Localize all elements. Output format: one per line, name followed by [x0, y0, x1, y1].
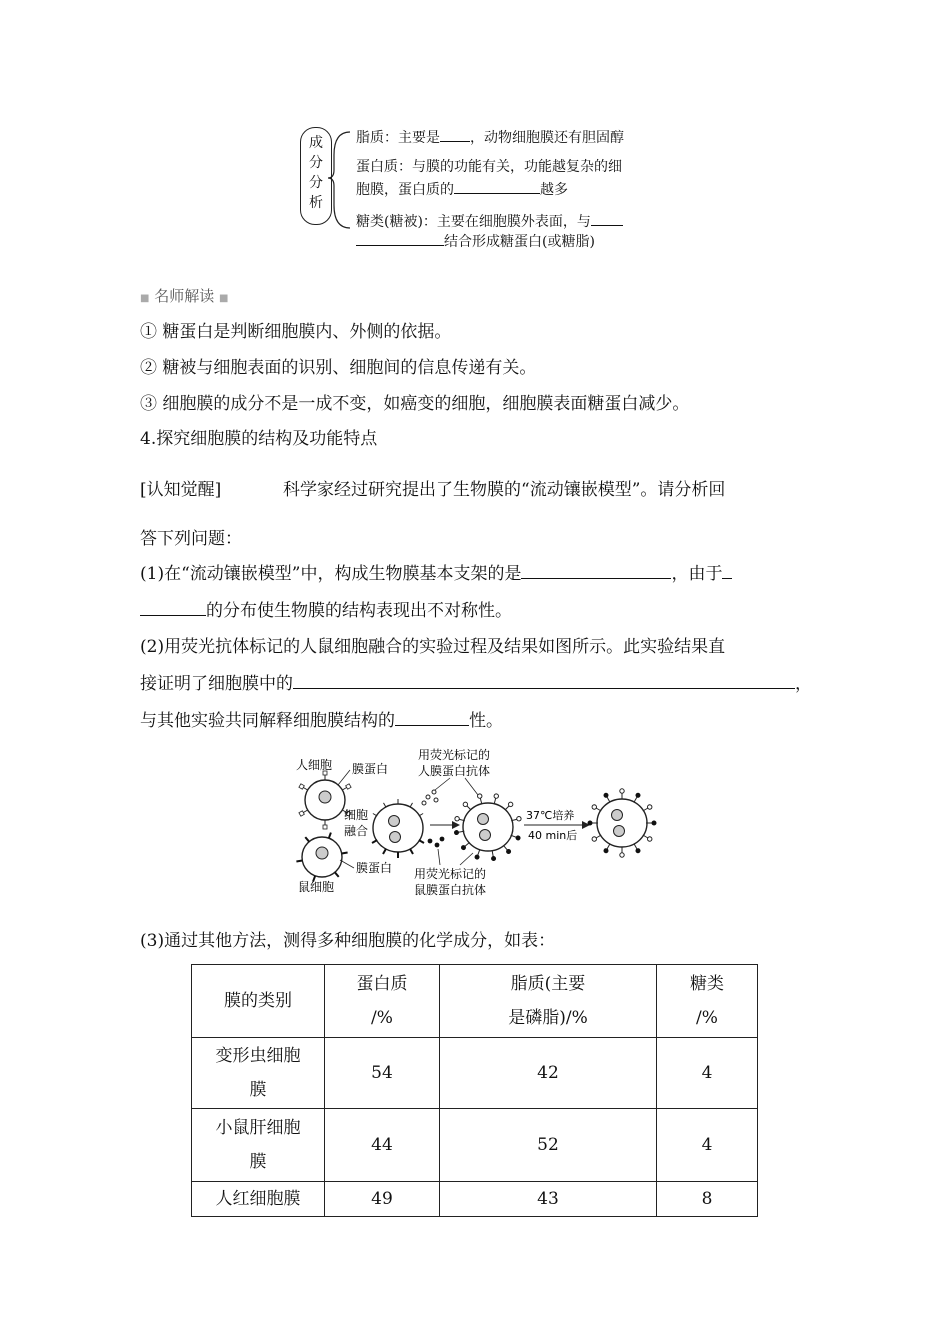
question-2-line-3: 与其他实验共同解释细胞膜结构的 性。 — [140, 711, 503, 731]
row-name: 变形虫细胞 膜 — [192, 1038, 325, 1109]
header-cell: 糖类 /% — [657, 965, 758, 1038]
cell-protein: 44 — [325, 1109, 440, 1182]
cell-protein: 54 — [325, 1038, 440, 1109]
header-cell: 膜的类别 — [192, 965, 325, 1038]
membrane-composition-table — [191, 964, 758, 1217]
answer-blank[interactable] — [395, 710, 469, 726]
cell-lipid: 42 — [440, 1038, 657, 1109]
mouse-antibodies — [428, 837, 445, 848]
note-item-3: ③ 细胞膜的成分不是一成不变，如癌变的细胞，细胞膜表面糖蛋白减少。 — [140, 394, 690, 414]
cell-sugar: 4 — [657, 1038, 758, 1109]
cell-sugar: 8 — [657, 1182, 758, 1217]
section-tag: [认知觉醒] — [140, 480, 222, 500]
question-1-line-2: 的分布使生物膜的结构表现出不对称性。 — [140, 600, 512, 622]
answer-blank[interactable] — [722, 563, 732, 579]
table-header-row — [192, 965, 758, 1038]
label-fusion-2: 融合 — [344, 824, 369, 838]
summary-protein-1: 蛋白质：与膜的功能有关，功能越复杂的细 — [356, 159, 622, 175]
label-mouse-antibody-2: 鼠膜蛋白抗体 — [414, 883, 487, 897]
cell-protein: 49 — [325, 1182, 440, 1217]
intro-line-2: 答下列问题： — [140, 529, 242, 549]
label-membrane-protein-top: 膜蛋白 — [352, 762, 389, 776]
summary-sugar-1: 糖类(糖被)：主要在细胞膜外表面，与 — [356, 210, 623, 231]
label-culture-temp: 37℃培养 — [526, 809, 575, 822]
summary-protein-2: 胞膜，蛋白质的 越多 — [356, 178, 568, 199]
header-cell: 脂质(主要 是磷脂)/% — [440, 965, 657, 1038]
blank[interactable] — [454, 178, 540, 194]
answer-blank[interactable] — [293, 673, 795, 689]
blank[interactable] — [440, 126, 470, 142]
section-title: 4.探究细胞膜的结构及功能特点 — [140, 429, 378, 449]
question-3: (3)通过其他方法，测得多种细胞膜的化学成分，如表： — [140, 931, 556, 951]
blank[interactable] — [591, 210, 623, 226]
question-1-line-1: (1)在“流动镶嵌模型”中，构成生物膜基本支架的是 ，由于 — [140, 563, 732, 585]
question-2-line-2: 接证明了细胞膜中的 ， — [140, 674, 812, 694]
cell-lipid: 43 — [440, 1182, 657, 1217]
answer-blank[interactable] — [521, 563, 671, 579]
table-row — [192, 1038, 758, 1109]
label-membrane-protein-bottom: 膜蛋白 — [356, 861, 393, 875]
label-human-cell: 人细胞 — [296, 758, 333, 772]
notes-heading: ■ 名师解读 ■ — [140, 287, 229, 305]
blank[interactable] — [356, 230, 444, 246]
note-item-2: ② 糖被与细胞表面的识别、细胞间的信息传递有关。 — [140, 358, 537, 378]
label-fusion-1: 细胞 — [344, 808, 369, 822]
cell-sugar: 4 — [657, 1109, 758, 1182]
summary-sugar-2: 结合形成糖蛋白(或糖脂) — [356, 230, 595, 251]
question-2-line-1: (2)用荧光抗体标记的人鼠细胞融合的实验过程及结果如图所示。此实验结果直 — [140, 637, 726, 657]
cell-fusion-figure — [290, 745, 670, 905]
mixed-cell — [588, 789, 657, 857]
summary-label: 成 分 分 析 — [309, 135, 323, 211]
answer-blank[interactable] — [140, 600, 206, 616]
label-human-antibody-1: 用荧光标记的 — [418, 748, 491, 762]
mouse-cell — [296, 833, 347, 882]
note-item-1: ① 糖蛋白是判断细胞膜内、外侧的依据。 — [140, 322, 452, 342]
table-row — [192, 1182, 758, 1217]
human-antibodies — [422, 790, 438, 805]
labelled-fused-cell — [454, 793, 522, 861]
label-culture-time: 40 min后 — [528, 829, 578, 842]
table-row — [192, 1109, 758, 1182]
summary-lipid: 脂质：主要是 ，动物细胞膜还有胆固醇 — [356, 126, 624, 147]
row-name: 小鼠肝细胞 膜 — [192, 1109, 325, 1182]
cell-lipid: 52 — [440, 1109, 657, 1182]
label-human-antibody-2: 人膜蛋白抗体 — [418, 764, 491, 778]
header-cell: 蛋白质 /% — [325, 965, 440, 1038]
summary-brace — [328, 130, 356, 230]
fused-cell — [372, 799, 424, 858]
label-mouse-antibody-1: 用荧光标记的 — [414, 867, 487, 881]
row-name: 人红细胞膜 — [192, 1182, 325, 1217]
label-mouse-cell: 鼠细胞 — [298, 880, 335, 894]
intro-line-1: 科学家经过研究提出了生物膜的“流动镶嵌模型”。请分析回 — [283, 480, 726, 500]
